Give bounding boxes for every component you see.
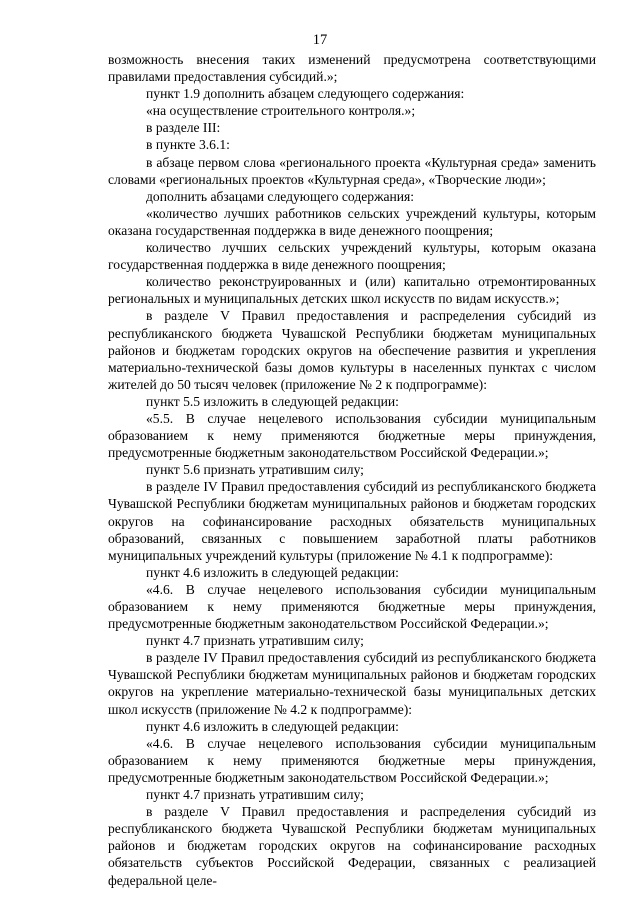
paragraph: пункт 5.5 изложить в следующей редакции: — [146, 393, 399, 409]
paragraph: количество лучших сельских учреждений культуры, которым оказана государственная поддержка в виде денежного поощрения; — [108, 240, 596, 273]
paragraph: пункт 4.7 признать утратившим силу; — [146, 633, 364, 649]
paragraph: «4.6. В случае нецелевого использования субсидии муниципальным образованием к нему применяются бюджетные меры принуждения, предусмотренные бюджетным законодательством Российской Федерации.»; — [108, 735, 596, 785]
page-number: 17 — [312, 32, 328, 48]
paragraph: дополнить абзацами следующего содержания: — [146, 188, 415, 204]
paragraph: в разделе V Правил предоставления и распределения субсидий из республиканского бюджета Чувашской Республики бюджетам муниципальных районов и бюджетам городских округов на софинансирование расходных обязательств субъектов Российской Федерации, связанных с реализацией федеральной целе- — [108, 804, 596, 888]
paragraph: в разделе IV Правил предоставления субсидий из республиканского бюджета Чувашской Республики бюджетам муниципальных районов и бюджетам городских округов на укрепление материально-технической базы муниципальных детских школ искусств (приложение № 4.2 к подпрограмме): — [108, 650, 596, 717]
paragraph: пункт 5.6 признать утратившим силу; — [146, 462, 364, 478]
paragraph: в разделе III: — [146, 120, 221, 136]
paragraph: пункт 1.9 дополнить абзацем следующего содержания: — [146, 86, 465, 102]
paragraph-continuation: возможность внесения таких изменений предусмотрена соответствующими правилами предоставления субсидий.»; — [108, 52, 596, 85]
paragraph: пункт 4.6 изложить в следующей редакции: — [146, 718, 399, 734]
paragraph: «5.5. В случае нецелевого использования субсидии муниципальным образованием к нему применяются бюджетные меры принуждения, предусмотренные бюджетным законодательством Российской Федерации.»; — [108, 410, 596, 461]
paragraph: в абзаце первом слова «регионального проекта «Культурная среда» заменить словами «региональных проектов «Культурная среда», «Творческие люди»; — [108, 154, 596, 187]
paragraph: в пункте 3.6.1: — [146, 137, 230, 153]
paragraph: пункт 4.6 изложить в следующей редакции: — [146, 564, 399, 580]
document-body — [108, 51, 596, 889]
paragraph: в разделе IV Правил предоставления субсидий из республиканского бюджета Чувашской Республики бюджетам муниципальных районов и бюджетам городских округов на софинансирование расходных обязательств муниципальных образований, связанных с повышением заработной платы работников муниципальных учреждений культуры (приложение № 4.1 к подпрограмме): — [108, 479, 596, 563]
paragraph: «количество лучших работников сельских учреждений культуры, которым оказана государственная поддержка в виде денежного поощрения; — [108, 205, 596, 238]
paragraph: в разделе V Правил предоставления и распределения субсидий из республиканского бюджета Чувашской Республики бюджетам муниципальных районов и бюджетам городских округов на обеспечение развития и укрепления материально-технической базы домов культуры в населенных пунктах с числом жителей до 50 тысяч человек (приложение № 2 к подпрограмме): — [108, 308, 596, 392]
paragraph: количество реконструированных и (или) капитально отремонтированных региональных и муниципальных детских школ искусств по видам искусств.»; — [108, 274, 596, 307]
paragraph: «на осуществление строительного контроля.»; — [146, 103, 416, 119]
paragraph: «4.6. В случае нецелевого использования субсидии муниципальным образованием к нему применяются бюджетные меры принуждения, предусмотренные бюджетным законодательством Российской Федерации.»; — [108, 581, 596, 632]
paragraph: пункт 4.7 признать утратившим силу; — [146, 787, 364, 803]
